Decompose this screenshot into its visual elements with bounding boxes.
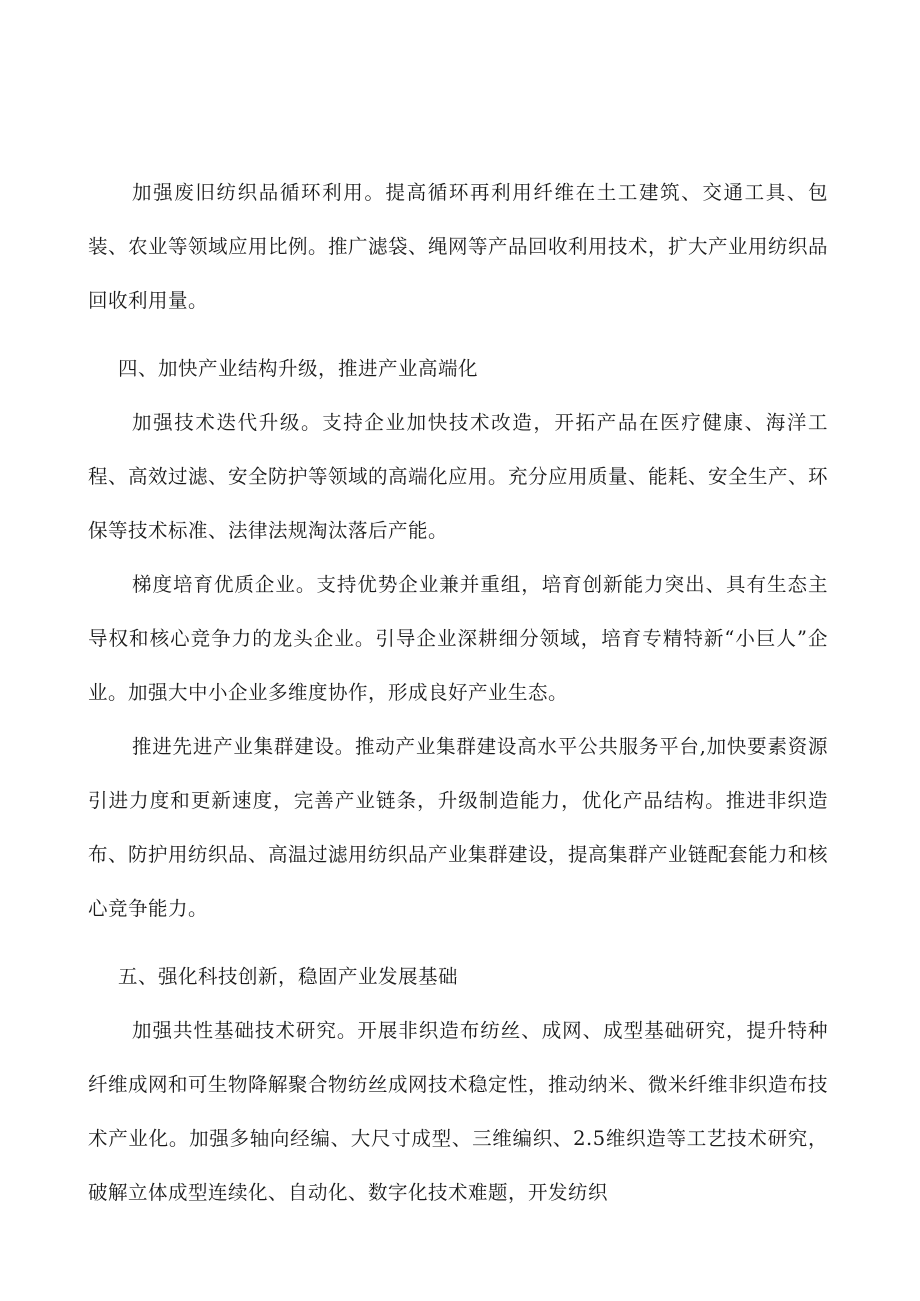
paragraph-textile-recycling: 加强废旧纺织品循环利用。提高循环再利用纤维在土工建筑、交通工具、包装、农业等领域应用比例。推广滤袋、绳网等产品回收利用技术，扩大产业用纺织品回收利用量。 [88,181,829,312]
paragraph-industrial-clusters: 推进先进产业集群建设。推动产业集群建设高水平公共服务平台,加快要素资源引进力度和更新速度，完善产业链条，升级制造能力，优化产品结构。推进非织造布、防护用纺织品、高温过滤用纺织品产业集群建设，提高集群产业链配套能力和核心竞争能力。 [88,735,829,920]
section-heading-4: 四、加快产业结构升级，推进产业高端化 [118,357,479,380]
section-heading-5: 五、强化科技创新，稳固产业发展基础 [118,965,459,988]
section-gap [88,328,828,342]
document-body [88,166,828,1220]
paragraph-basic-research: 加强共性基础技术研究。开展非织造布纺丝、成网、成型基础研究，提升特种纤维成网和可生物降解聚合物纺丝成网技术稳定性，推动纳米、微米纤维非织造布技术产业化。加强多轴向经编、大尺寸成型、三维编织、2.5维织造等工艺技术研究，破解立体成型连续化、自动化、数字化技术难题，开发纺织 [88,1019,829,1204]
section-gap [88,936,828,950]
paragraph-quality-enterprises: 梯度培育优质企业。支持优势企业兼并重组，培育创新能力突出、具有生态主导权和核心竞争力的龙头企业。引导企业深耕细分领域，培育专精特新“小巨人”企业。加强大中小企业多维度协作，形成良好产业生态。 [88,573,828,704]
paragraph-tech-upgrade: 加强技术迭代升级。支持企业加快技术改造，开拓产品在医疗健康、海洋工程、高效过滤、安全防护等领域的高端化应用。充分应用质量、能耗、安全生产、环保等技术标准、法律法规淘汰落后产能。 [88,411,829,542]
